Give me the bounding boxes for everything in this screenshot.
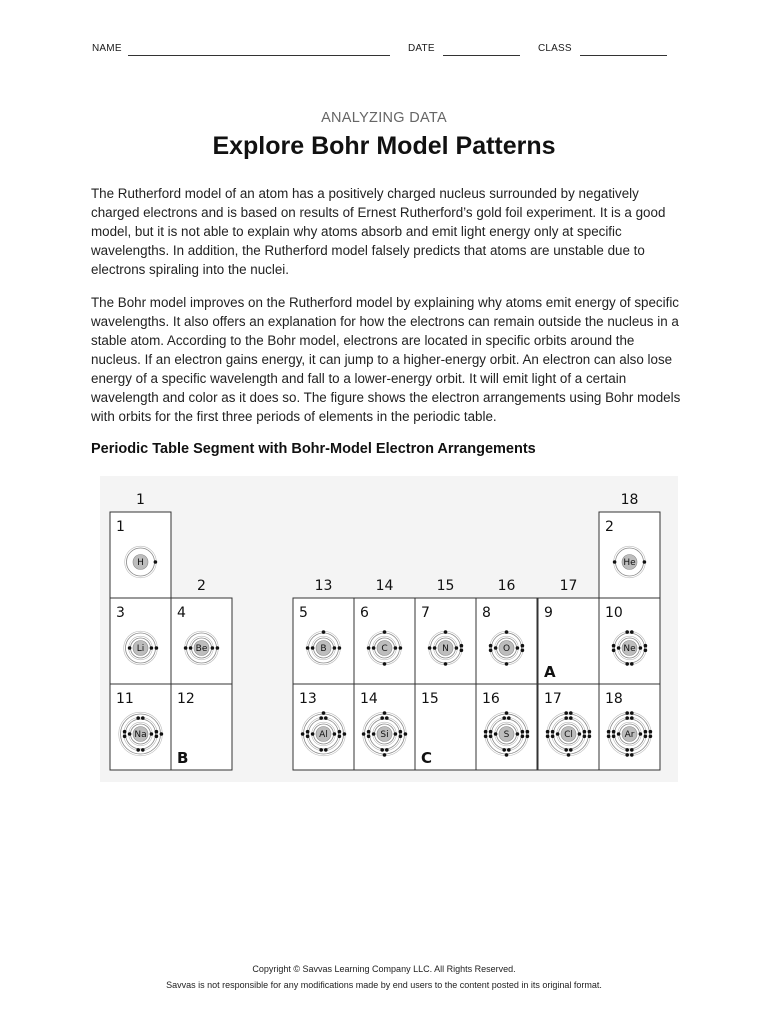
electron	[564, 748, 568, 752]
electron	[578, 732, 582, 736]
atomic-number: 6	[360, 605, 369, 621]
electron	[460, 644, 464, 648]
electron	[433, 646, 437, 650]
atomic-number: 13	[299, 691, 317, 707]
electron	[564, 716, 568, 720]
electron	[526, 735, 530, 739]
group-label: 16	[497, 578, 516, 594]
electron	[617, 732, 621, 736]
electron	[556, 732, 560, 736]
electron	[564, 711, 568, 715]
electron	[625, 630, 629, 634]
electron	[444, 630, 448, 634]
element-symbol: N	[442, 644, 449, 655]
date-label: DATE	[408, 43, 435, 54]
element-symbol: Ar	[624, 730, 635, 741]
electron	[123, 735, 127, 739]
element-symbol: Ne	[623, 644, 636, 655]
electron	[322, 711, 326, 715]
electron	[644, 735, 648, 739]
electron	[394, 732, 398, 736]
group-label: 1	[136, 492, 145, 508]
electron	[505, 662, 509, 666]
electron	[644, 649, 648, 653]
electron	[588, 730, 592, 734]
electron	[367, 646, 371, 650]
electron	[301, 732, 305, 736]
electron	[385, 716, 389, 720]
electron	[383, 711, 387, 715]
group-label: 2	[197, 578, 206, 594]
electron	[505, 753, 509, 757]
element-symbol: Cl	[564, 730, 573, 741]
electron	[625, 662, 629, 666]
electron	[546, 735, 550, 739]
element-symbol: Na	[134, 730, 147, 741]
electron	[612, 644, 616, 648]
electron	[569, 711, 573, 715]
atomic-number: 9	[544, 605, 553, 621]
section-kicker: ANALYZING DATA	[321, 110, 447, 126]
electron	[383, 753, 387, 757]
electron	[649, 730, 653, 734]
electron	[150, 732, 154, 736]
electron	[428, 646, 432, 650]
electron	[399, 730, 403, 734]
group-label: 13	[314, 578, 333, 594]
group-label: 15	[436, 578, 455, 594]
atomic-number: 3	[116, 605, 125, 621]
electron	[639, 732, 643, 736]
page-title: Explore Bohr Model Patterns	[212, 132, 556, 160]
electron	[630, 711, 634, 715]
electron	[306, 646, 310, 650]
electron	[639, 646, 643, 650]
electron	[583, 730, 587, 734]
electron	[649, 735, 653, 739]
date-blank	[443, 55, 520, 56]
atomic-number: 16	[482, 691, 500, 707]
name-blank	[128, 55, 390, 56]
group-label: 18	[620, 492, 639, 508]
electron	[569, 748, 573, 752]
electron	[612, 730, 616, 734]
electron	[613, 560, 617, 564]
electron	[569, 716, 573, 720]
electron	[643, 560, 647, 564]
electron	[484, 730, 488, 734]
electron	[630, 753, 634, 757]
electron	[507, 748, 511, 752]
electron	[484, 735, 488, 739]
electron	[343, 732, 347, 736]
electron	[367, 730, 371, 734]
atomic-number: 1	[116, 519, 125, 535]
element-symbol: B	[320, 644, 327, 655]
blank-label: C	[421, 749, 433, 767]
electron	[324, 716, 328, 720]
electron	[136, 716, 140, 720]
electron	[551, 735, 555, 739]
electron	[521, 735, 525, 739]
electron	[380, 748, 384, 752]
electron	[644, 644, 648, 648]
electron	[338, 730, 342, 734]
electron	[607, 735, 611, 739]
electron	[333, 732, 337, 736]
atomic-number: 10	[605, 605, 623, 621]
electron	[502, 748, 506, 752]
element-symbol: Si	[380, 730, 389, 741]
electron	[383, 630, 387, 634]
electron	[607, 730, 611, 734]
atomic-number: 12	[177, 691, 195, 707]
electron	[385, 748, 389, 752]
electron	[583, 735, 587, 739]
name-label: NAME	[92, 43, 122, 54]
element-symbol: O	[502, 644, 511, 655]
electron	[399, 646, 403, 650]
atomic-number: 15	[421, 691, 439, 707]
electron	[625, 748, 629, 752]
electron	[630, 716, 634, 720]
electron	[444, 662, 448, 666]
disclaimer-text: Savvas is not responsible for any modifications made by end users to the content posted in its original format.	[166, 980, 602, 990]
electron	[372, 646, 376, 650]
electron	[141, 716, 145, 720]
group-label: 17	[559, 578, 578, 594]
atomic-number: 18	[605, 691, 623, 707]
electron	[184, 646, 188, 650]
electron	[141, 748, 145, 752]
atomic-number: 5	[299, 605, 308, 621]
electron	[489, 644, 493, 648]
class-label: CLASS	[538, 43, 572, 54]
electron	[362, 732, 366, 736]
electron	[155, 730, 159, 734]
electron	[367, 735, 371, 739]
electron	[150, 646, 154, 650]
electron	[644, 730, 648, 734]
electron	[155, 735, 159, 739]
electron	[630, 630, 634, 634]
electron	[160, 732, 164, 736]
electron	[505, 711, 509, 715]
electron	[189, 646, 193, 650]
electron	[380, 716, 384, 720]
electron	[516, 732, 520, 736]
paragraph-bohr: The Bohr model improves on the Rutherford model by explaining why atoms emit energy of specific wavelengths. It also offers an explanation for how the electrons can remain outside the nucleus in a stable atom. According to the Bohr model, electrons are located in specific orbits around the nucleus. If an electron gains energy, it can jump to a higher-energy orbit. An electron can also lose energy of a specific wavelength and fall to a lower-energy orbit. It will emit light of a certain wavelength and color as it does so. The figure shows the electron arrangements using Bohr models with orbits for the first three periods of elements in the periodic table.	[91, 295, 681, 424]
electron	[136, 748, 140, 752]
electron	[625, 753, 629, 757]
atomic-number: 17	[544, 691, 562, 707]
electron	[404, 732, 408, 736]
electron	[211, 646, 215, 650]
electron	[372, 732, 376, 736]
electron	[630, 748, 634, 752]
periodic-table-svg	[100, 476, 678, 782]
electron	[551, 730, 555, 734]
electron	[324, 748, 328, 752]
electron	[526, 730, 530, 734]
electron	[455, 646, 459, 650]
atomic-number: 2	[605, 519, 614, 535]
element-symbol: S	[503, 730, 510, 741]
electron	[306, 730, 310, 734]
element-symbol: Be	[195, 644, 208, 655]
electron	[507, 716, 511, 720]
paragraph-rutherford: The Rutherford model of an atom has a positively charged nucleus surrounded by negatively charged electrons and is based on results of Ernest Rutherford’s gold foil experiment. It is a good model, but it is not able to explain why atoms absorb and emit light energy only at specific wavelengths. In addition, the Rutherford model falsely predicts that atoms are unstable due to electrons spiraling into the nuclei.	[91, 186, 666, 277]
element-symbol: H	[137, 558, 144, 569]
electron	[546, 730, 550, 734]
electron	[521, 644, 525, 648]
electron	[630, 662, 634, 666]
electron	[311, 732, 315, 736]
element-symbol: He	[623, 558, 636, 569]
element-symbol: C	[381, 644, 388, 655]
atomic-number: 11	[116, 691, 134, 707]
blank-label: B	[177, 749, 189, 767]
electron	[505, 630, 509, 634]
electron	[521, 730, 525, 734]
student-info-header	[92, 43, 672, 59]
electron	[489, 649, 493, 653]
electron	[383, 662, 387, 666]
electron	[306, 735, 310, 739]
electron	[612, 649, 616, 653]
electron	[502, 716, 506, 720]
electron	[612, 735, 616, 739]
electron	[399, 735, 403, 739]
electron	[154, 560, 158, 564]
electron	[494, 646, 498, 650]
electron	[588, 735, 592, 739]
electron	[333, 646, 337, 650]
electron	[489, 730, 493, 734]
electron	[319, 748, 323, 752]
element-symbol: Li	[136, 644, 145, 655]
electron	[516, 646, 520, 650]
figure-title: Periodic Table Segment with Bohr-Model Electron Arrangements	[91, 441, 536, 457]
group-label: 14	[375, 578, 394, 594]
electron	[338, 735, 342, 739]
atomic-number: 8	[482, 605, 491, 621]
atomic-number: 14	[360, 691, 378, 707]
electron	[216, 646, 220, 650]
electron	[489, 735, 493, 739]
periodic-table-figure	[100, 476, 678, 782]
electron	[625, 711, 629, 715]
electron	[617, 646, 621, 650]
electron	[319, 716, 323, 720]
electron	[338, 646, 342, 650]
electron	[394, 646, 398, 650]
electron	[322, 630, 326, 634]
atomic-number: 4	[177, 605, 186, 621]
class-blank	[580, 55, 667, 56]
electron	[625, 716, 629, 720]
electron	[494, 732, 498, 736]
atomic-number: 7	[421, 605, 430, 621]
electron	[123, 730, 127, 734]
copyright-text: Copyright © Savvas Learning Company LLC. All Rights Reserved.	[252, 964, 516, 974]
electron	[521, 649, 525, 653]
electron	[567, 753, 571, 757]
electron	[128, 646, 132, 650]
blank-label: A	[544, 663, 556, 681]
electron	[311, 646, 315, 650]
electron	[155, 646, 159, 650]
electron	[128, 732, 132, 736]
electron	[460, 649, 464, 653]
element-symbol: Al	[319, 730, 328, 741]
